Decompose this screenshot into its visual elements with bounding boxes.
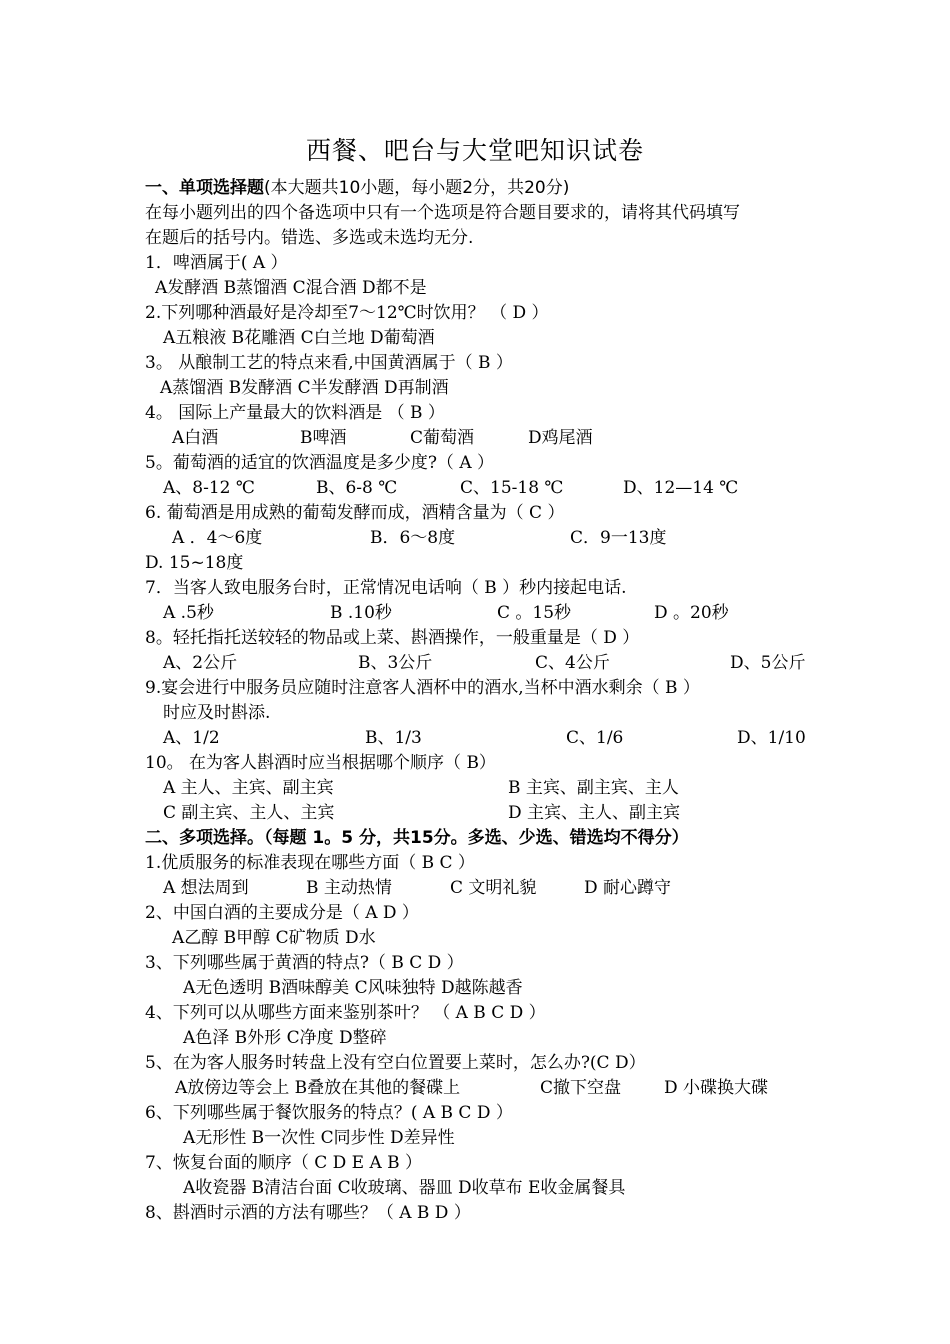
question-8-option-a: A、2公斤 xyxy=(163,653,238,673)
question-8-option-c: C、4公斤 xyxy=(535,653,610,673)
question-5-option-c: C、15-18 ℃ xyxy=(460,478,564,498)
question-3-stem: 3。 从酿制工艺的特点来看,中国黄酒属于（ B ） xyxy=(145,353,513,373)
multi-question-3-stem: 3、下列哪些属于黄酒的特点?（ B C D ） xyxy=(145,953,464,973)
question-10-option-d: D 主宾、主人、副主宾 xyxy=(508,803,681,823)
question-4-options xyxy=(0,426,950,451)
multi-question-1-options xyxy=(0,876,950,901)
question-9-option-d: D、1/10 xyxy=(737,728,806,748)
multi-question-4-options: A色泽 B外形 C净度 D整碎 xyxy=(183,1028,387,1048)
question-6-option-c: C．9一13度 xyxy=(570,528,667,548)
section1-header xyxy=(145,176,569,201)
multi-question-5-options xyxy=(0,1076,950,1101)
multi-question-3-options: A无色透明 B酒味醇美 C风味独特 D越陈越香 xyxy=(183,978,523,998)
multi-question-8-stem: 8、斟酒时示酒的方法有哪些？（ A B D ） xyxy=(145,1203,471,1223)
question-5-options xyxy=(0,476,950,501)
question-1-options: A发酵酒 B蒸馏酒 C混合酒 D都不是 xyxy=(155,278,427,298)
question-9-options xyxy=(0,726,950,751)
question-4-option-d: D鸡尾酒 xyxy=(528,428,593,448)
question-10-option-b: B 主宾、副主宾、主人 xyxy=(508,778,679,798)
question-5-option-b: B、6-8 ℃ xyxy=(316,478,398,498)
question-7-option-b: B .10秒 xyxy=(330,603,392,623)
section1-heading: 一、单项选择题 xyxy=(145,178,264,198)
question-2-stem: 2.下列哪种酒最好是冷却至7～12℃时饮用？ （ D ） xyxy=(145,303,549,323)
question-7-stem: 7．当客人致电服务台时，正常情况电话响（ B ）秒内接起电话. xyxy=(145,578,627,598)
question-7-option-d: D 。20秒 xyxy=(654,603,729,623)
question-9-stem-cont: 时应及时斟添. xyxy=(163,703,271,723)
question-7-option-c: C 。15秒 xyxy=(497,603,572,623)
multi-question-2-options: A乙醇 B甲醇 C矿物质 D水 xyxy=(172,928,376,948)
question-9-option-b: B、1/3 xyxy=(365,728,422,748)
question-4-option-a: A白酒 xyxy=(172,428,219,448)
question-5-option-d: D、12—14 ℃ xyxy=(623,478,739,498)
multi-question-1-option-b: B 主动热情 xyxy=(306,878,392,898)
multi-question-7-stem: 7、恢复台面的顺序（ C D E A B ） xyxy=(145,1153,423,1173)
section2-heading: 二、多项选择。（每题 1。5 分，共15分。多选、少选、错选均不得分） xyxy=(145,828,689,848)
section1-instructions-line1: 在每小题列出的四个备选项中只有一个选项是符合题目要求的，请将其代码填写 xyxy=(145,203,740,223)
question-10-option-c: C 副主宾、主人、主宾 xyxy=(163,803,335,823)
multi-question-1-option-a: A 想法周到 xyxy=(163,878,249,898)
section1-heading-note: (本大题共10小题，每小题2分，共20分) xyxy=(264,178,570,198)
question-6-option-d: D. 15~18度 xyxy=(145,553,244,573)
question-9-stem: 9.宴会进行中服务员应随时注意客人酒杯中的酒水,当杯中酒水剩余（ B ） xyxy=(145,678,700,698)
question-10-options-row2 xyxy=(0,801,950,826)
multi-question-6-options: A无形性 B一次性 C同步性 D差异性 xyxy=(183,1128,455,1148)
multi-question-2-stem: 2、中国白酒的主要成分是（ A D ） xyxy=(145,903,419,923)
question-1-stem: 1．啤酒属于( A ） xyxy=(145,253,288,273)
multi-question-5-option-c: C撤下空盘 xyxy=(540,1078,622,1098)
multi-question-1-stem: 1.优质服务的标准表现在哪些方面（ B C ） xyxy=(145,853,475,873)
multi-question-6-stem: 6、下列哪些属于餐饮服务的特点？( A B C D ） xyxy=(145,1103,513,1123)
question-7-options xyxy=(0,601,950,626)
question-7-option-a: A .5秒 xyxy=(163,603,214,623)
question-10-options-row1 xyxy=(0,776,950,801)
multi-question-5-stem: 5、在为客人服务时转盘上没有空白位置要上菜时，怎么办?(C D） xyxy=(145,1053,646,1073)
question-9-option-c: C、1/6 xyxy=(566,728,624,748)
question-8-options xyxy=(0,651,950,676)
question-8-option-b: B、3公斤 xyxy=(358,653,433,673)
question-9-option-a: A、1/2 xyxy=(163,728,220,748)
question-4-stem: 4。 国际上产量最大的饮料酒是 （ B ） xyxy=(145,403,445,423)
question-2-options: A五粮液 B花雕酒 C白兰地 D葡萄酒 xyxy=(163,328,435,348)
question-5-stem: 5。葡萄酒的适宜的饮酒温度是多少度?（ A ） xyxy=(145,453,495,473)
multi-question-5-option-d: D 小碟换大碟 xyxy=(664,1078,769,1098)
question-8-stem: 8。轻托指托送较轻的物品或上菜、斟酒操作，一般重量是（ D ） xyxy=(145,628,640,648)
multi-question-7-options: A收瓷器 B清洁台面 C收玻璃、器皿 D收草布 E收金属餐具 xyxy=(183,1178,626,1198)
exam-title: 西餐、吧台与大堂吧知识试卷 xyxy=(305,136,644,165)
question-10-stem: 10。 在为客人斟酒时应当根据哪个顺序（ B） xyxy=(145,753,496,773)
question-6-options xyxy=(0,526,950,551)
question-4-option-b: B啤酒 xyxy=(300,428,347,448)
section1-instructions-line2: 在题后的括号内。错选、多选或未选均无分. xyxy=(145,228,474,248)
question-3-options: A蒸馏酒 B发酵酒 C半发酵酒 D再制酒 xyxy=(160,378,449,398)
question-5-option-a: A、8-12 ℃ xyxy=(163,478,255,498)
question-8-option-d: D、5公斤 xyxy=(730,653,806,673)
question-6-stem: 6. 葡萄酒是用成熟的葡萄发酵而成，酒精含量为（ C ） xyxy=(145,503,565,523)
question-6-option-a: A ．4～6度 xyxy=(172,528,263,548)
question-10-option-a: A 主人、主宾、副主宾 xyxy=(163,778,334,798)
multi-question-5-option-ab: A放傍边等会上 B叠放在其他的餐碟上 xyxy=(175,1078,461,1098)
multi-question-1-option-d: D 耐心蹲守 xyxy=(584,878,672,898)
question-4-option-c: C葡萄酒 xyxy=(410,428,475,448)
question-6-option-b: B．6～8度 xyxy=(370,528,456,548)
multi-question-4-stem: 4、下列可以从哪些方面来鉴别茶叶？ （ A B C D ） xyxy=(145,1003,546,1023)
multi-question-1-option-c: C 文明礼貌 xyxy=(450,878,537,898)
